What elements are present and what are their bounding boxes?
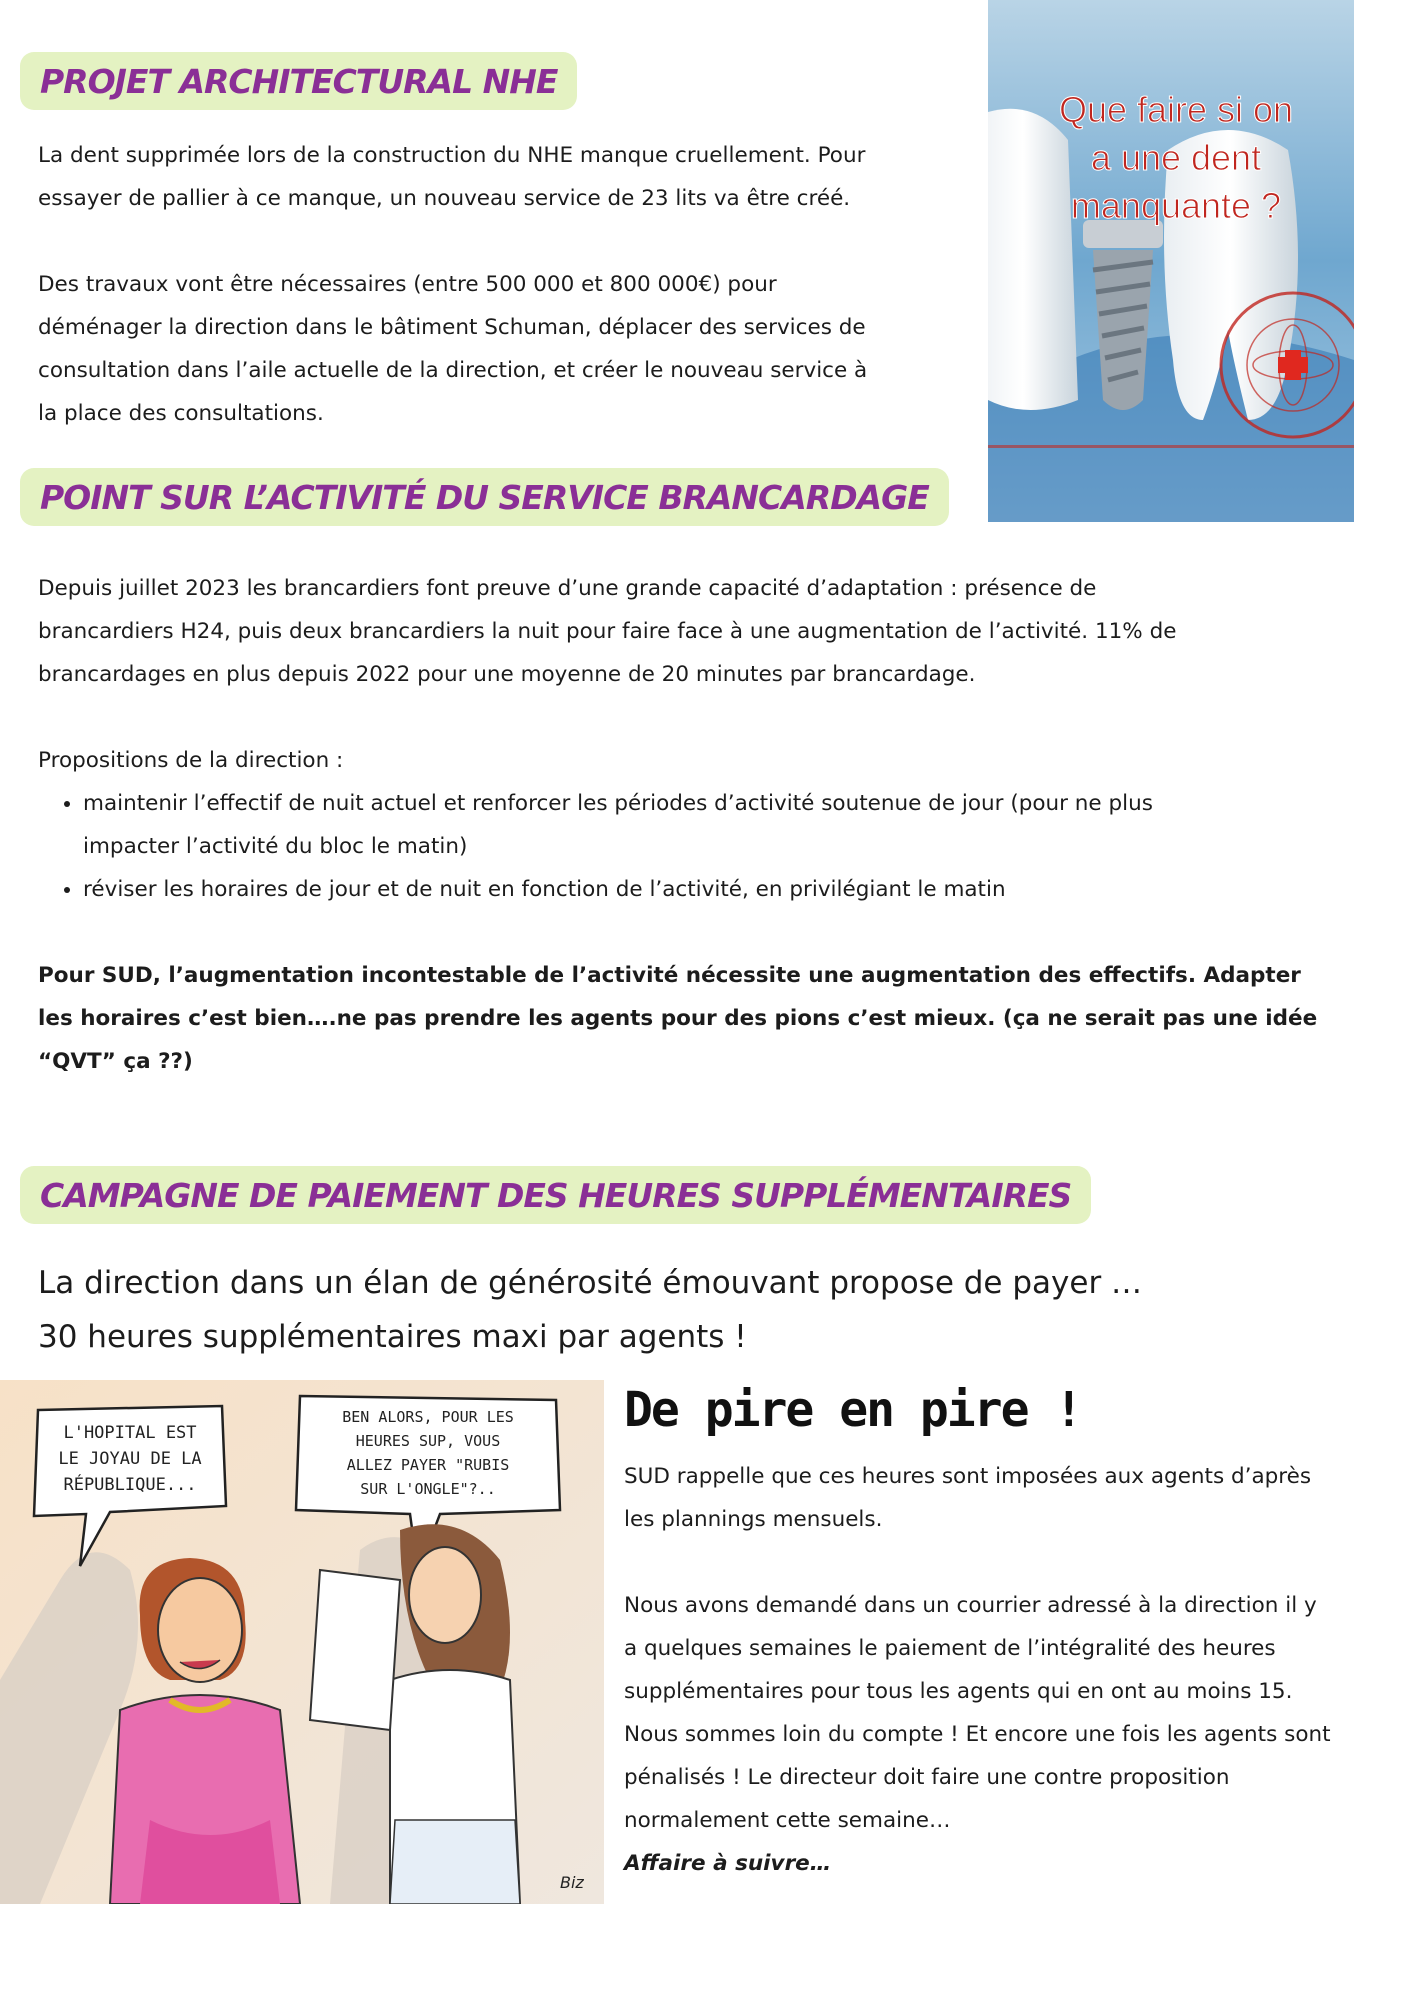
- text-line: impacter l’activité du bloc le matin): [83, 834, 468, 859]
- text-line: normalement cette semaine…: [624, 1808, 951, 1833]
- dent-caption-line: manquante ?: [1070, 185, 1282, 226]
- list-item: [83, 868, 1383, 911]
- affaire-a-suivre: Affaire à suivre…: [624, 1851, 832, 1876]
- text-line: SUD rappelle que ces heures sont imposées aux agents d’après: [624, 1464, 1312, 1489]
- list-item: [83, 782, 1383, 868]
- text-line: Nous avons demandé dans un courrier adressé à la direction il y: [624, 1593, 1317, 1618]
- cartoon-illustration: [0, 1380, 604, 1904]
- section-heading-projet-architectural: [20, 52, 577, 110]
- cartoon-drawing: [0, 1380, 604, 1904]
- proposals-list: [38, 782, 1383, 911]
- text-line: les horaires c’est bien….ne pas prendre les agents pour des pions c’est mieux. (ça ne serait pas une idée: [38, 1006, 1318, 1031]
- proposals-intro: [38, 739, 343, 782]
- text-line: les plannings mensuels.: [624, 1507, 883, 1532]
- bubble-text: RÉPUBLIQUE...: [63, 1475, 197, 1495]
- text-line: a quelques semaines le paiement de l’intégralité des heures: [624, 1636, 1276, 1661]
- text-line: 30 heures supplémentaires maxi par agents !: [38, 1319, 747, 1355]
- dent-caption-line: Que faire si on: [1058, 89, 1294, 130]
- bubble-text: LE JOYAU DE LA: [58, 1449, 202, 1469]
- section-heading-brancardage: [20, 468, 949, 526]
- sud-opinion-paragraph: [38, 954, 1378, 1083]
- paragraph-heures-imposees: [624, 1455, 1404, 1541]
- text-line: Pour SUD, l’augmentation incontestable de l’activité nécessite une augmentation des effectifs. Adapter: [38, 963, 1301, 988]
- direction-offer-text: [38, 1256, 1398, 1364]
- text-line: La dent supprimée lors de la construction du NHE manque cruellement. Pour: [38, 143, 866, 168]
- bubble-text: SUR L'ONGLE"?..: [360, 1480, 496, 1498]
- paragraph-travaux: [38, 263, 978, 435]
- text-line: brancardages en plus depuis 2022 pour une moyenne de 20 minutes par brancardage.: [38, 662, 976, 687]
- paragraph-nhe-dent: [38, 134, 968, 220]
- heading-text: CAMPAGNE DE PAIEMENT DES HEURES SUPPLÉMENTAIRES: [40, 1175, 1072, 1215]
- paragraph-courrier: [624, 1584, 1404, 1885]
- text-line: déménager la direction dans le bâtiment Schuman, déplacer des services de: [38, 315, 866, 340]
- text-line: “QVT” ça ??): [38, 1049, 193, 1074]
- text-line: pénalisés ! Le directeur doit faire une contre proposition: [624, 1765, 1230, 1790]
- missing-tooth-image: [988, 0, 1354, 522]
- artist-signature: Biz: [560, 1873, 584, 1892]
- text-line: Propositions de la direction :: [38, 748, 344, 773]
- heading-text: PROJET ARCHITECTURAL NHE: [40, 61, 558, 101]
- text-line: réviser les horaires de jour et de nuit en fonction de l’activité, en privilégiant le matin: [83, 877, 1006, 902]
- text-line: brancardiers H24, puis deux brancardiers la nuit pour faire face à une augmentation de l’activité. 11% de: [38, 619, 1177, 644]
- bubble-text: BEN ALORS, POUR LES: [342, 1408, 514, 1426]
- text-line: La direction dans un élan de générosité émouvant propose de payer …: [38, 1265, 1143, 1301]
- pire-title: De pire en pire !: [624, 1382, 1082, 1438]
- section-heading-heures-sup: [20, 1166, 1091, 1224]
- tooth-illustration: [988, 0, 1354, 522]
- text-line: Des travaux vont être nécessaires (entre 500 000 et 800 000€) pour: [38, 272, 777, 297]
- text-line: consultation dans l’aile actuelle de la direction, et créer le nouveau service à: [38, 358, 868, 383]
- text-line: la place des consultations.: [38, 401, 324, 426]
- text-line: supplémentaires pour tous les agents qui en ont au moins 15.: [624, 1679, 1293, 1704]
- text-line: Depuis juillet 2023 les brancardiers font preuve d’une grande capacité d’adaptation : présence de: [38, 576, 1097, 601]
- heading-text: POINT SUR L’ACTIVITÉ DU SERVICE BRANCARDAGE: [40, 477, 929, 517]
- text-line: essayer de pallier à ce manque, un nouveau service de 23 lits va être créé.: [38, 186, 851, 211]
- bubble-text: L'HOPITAL EST: [63, 1423, 197, 1443]
- bubble-text: ALLEZ PAYER "RUBIS: [346, 1456, 510, 1474]
- text-line: Nous sommes loin du compte ! Et encore une fois les agents sont: [624, 1722, 1331, 1747]
- bubble-text: HEURES SUP, VOUS: [355, 1432, 501, 1450]
- paragraph-brancardiers: [38, 567, 1378, 696]
- dent-caption-line: a une dent: [1090, 137, 1262, 178]
- text-line: maintenir l’effectif de nuit actuel et renforcer les périodes d’activité soutenue de jour (pour ne plus: [83, 791, 1153, 816]
